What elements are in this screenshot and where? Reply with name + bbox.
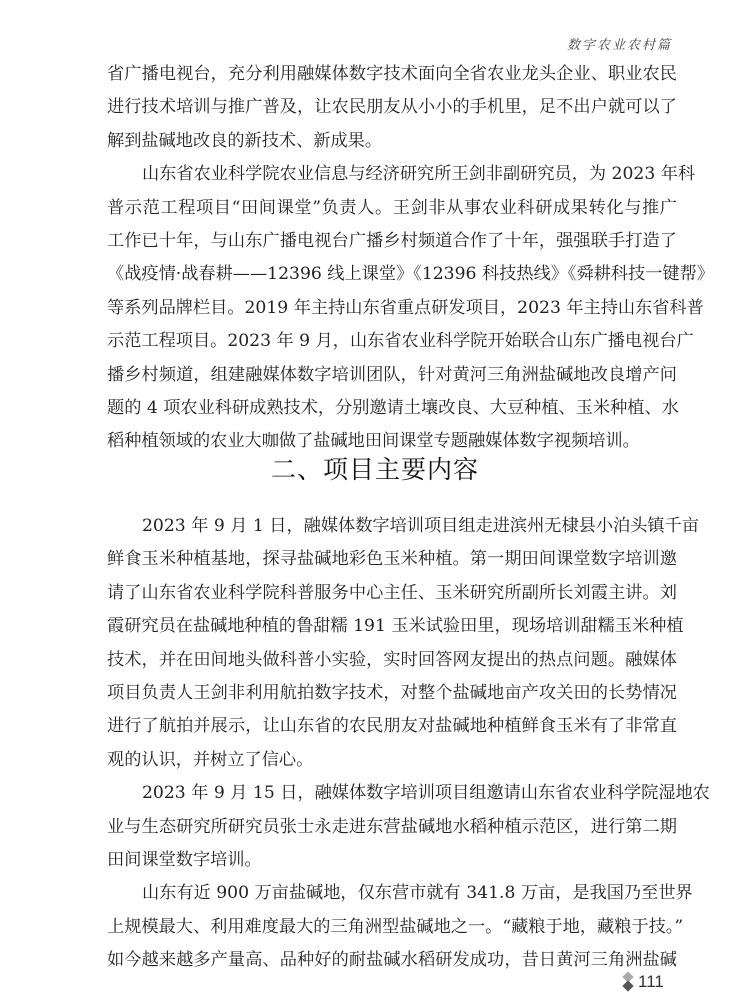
text-line: 鲜食玉米种植基地，探寻盐碱地彩色玉米种植。第一期田间课堂数字培训邀 [107,549,677,570]
text-line: 霞研究员在盐碱地种植的鲁甜糯 191 玉米试验田里，现场培训甜糯玉米种植 [107,616,684,637]
running-head: 数字农业农村篇 [566,38,672,53]
text-line: 观的认识，并树立了信心。 [107,749,314,770]
text-line: 2023 年 9 月 1 日，融媒体数字培训项目组走进滨州无棣县小泊头镇千亩 [142,516,699,536]
text-line: 进行技术培训与推广普及，让农民朋友从小小的手机里，足不出户就可以了 [107,97,677,118]
text-line: 2023 年 9 月 15 日，融媒体数字培训项目组邀请山东省农业科学院湿地农 [142,783,710,804]
text-line: 技术，并在田间地头做科普小实验，实时回答网友提出的热点问题。融媒体 [107,649,677,670]
text-line: 解到盐碱地改良的新技术、新成果。 [107,130,383,151]
text-line: 稻种植领域的农业大咖做了盐碱地田间课堂专题融媒体数字视频培训。 [107,431,640,452]
paragraph [107,58,677,158]
text-line: 田间课堂数字培训。 [107,849,262,870]
text-line: 工作已十年，与山东广播电视台广播乡村频道合作了十年，强强联手打造了 [107,230,677,251]
text-line: 普示范工程项目“田间课堂”负责人。王剑非从事农业科研成果转化与推广 [107,197,677,218]
section-heading: 二、项目主要内容 [270,455,479,484]
paragraph [107,158,714,459]
body-text-before-heading [107,58,714,459]
text-line: 播乡村频道，组建融媒体数字培训团队，针对黄河三角洲盐碱地改良增产问 [107,364,677,385]
text-line: 山东省农业科学院农业信息与经济研究所王剑非副研究员，为 2023 年科 [142,164,696,185]
text-line: 等系列品牌栏目。2019 年主持山东省重点研发项目，2023 年主持山东省科普 [107,297,704,318]
text-line: 题的 4 项农业科研成熟技术，分别邀请土壤改良、大豆种植、玉米种植、水 [107,397,679,418]
page-folio [622,972,664,992]
text-line: 如今越来越多产量高、品种好的耐盐碱水稻研发成功，昔日黄河三角洲盐碱 [107,950,677,971]
text-line: 上规模最大、利用难度最大的三角洲型盐碱地之一。“藏粮于地，藏粮于技。” [107,916,684,937]
paragraph [107,877,693,977]
text-line: 业与生态研究所研究员张士永走进东营盐碱地水稻种植示范区，进行第二期 [107,816,677,837]
paragraph [107,777,710,877]
body-text-after-heading [107,510,710,977]
diamond-ornament-icon [622,972,634,992]
text-line: 进行了航拍并展示，让山东省的农民朋友对盐碱地种植鲜食玉米有了非常直 [107,716,677,737]
page-number: 111 [638,972,664,991]
text-line: 《战疫情·战春耕——12396 线上课堂》《12396 科技热线》《舜耕科技一键帮》 [107,264,714,285]
text-line: 请了山东省农业科学院科普服务中心主任、玉米研究所副所长刘霞主讲。刘 [107,582,677,603]
text-line: 省广播电视台，充分利用融媒体数字技术面向全省农业龙头企业、职业农民 [107,64,677,84]
text-line: 山东有近 900 万亩盐碱地，仅东营市就有 341.8 万亩，是我国乃至世界 [142,883,693,904]
text-line: 示范工程项目。2023 年 9 月，山东省农业科学院开始联合山东广播电视台广 [107,331,694,352]
text-line: 项目负责人王剑非利用航拍数字技术，对整个盐碱地亩产攻关田的长势情况 [107,682,677,703]
paragraph [107,510,699,777]
